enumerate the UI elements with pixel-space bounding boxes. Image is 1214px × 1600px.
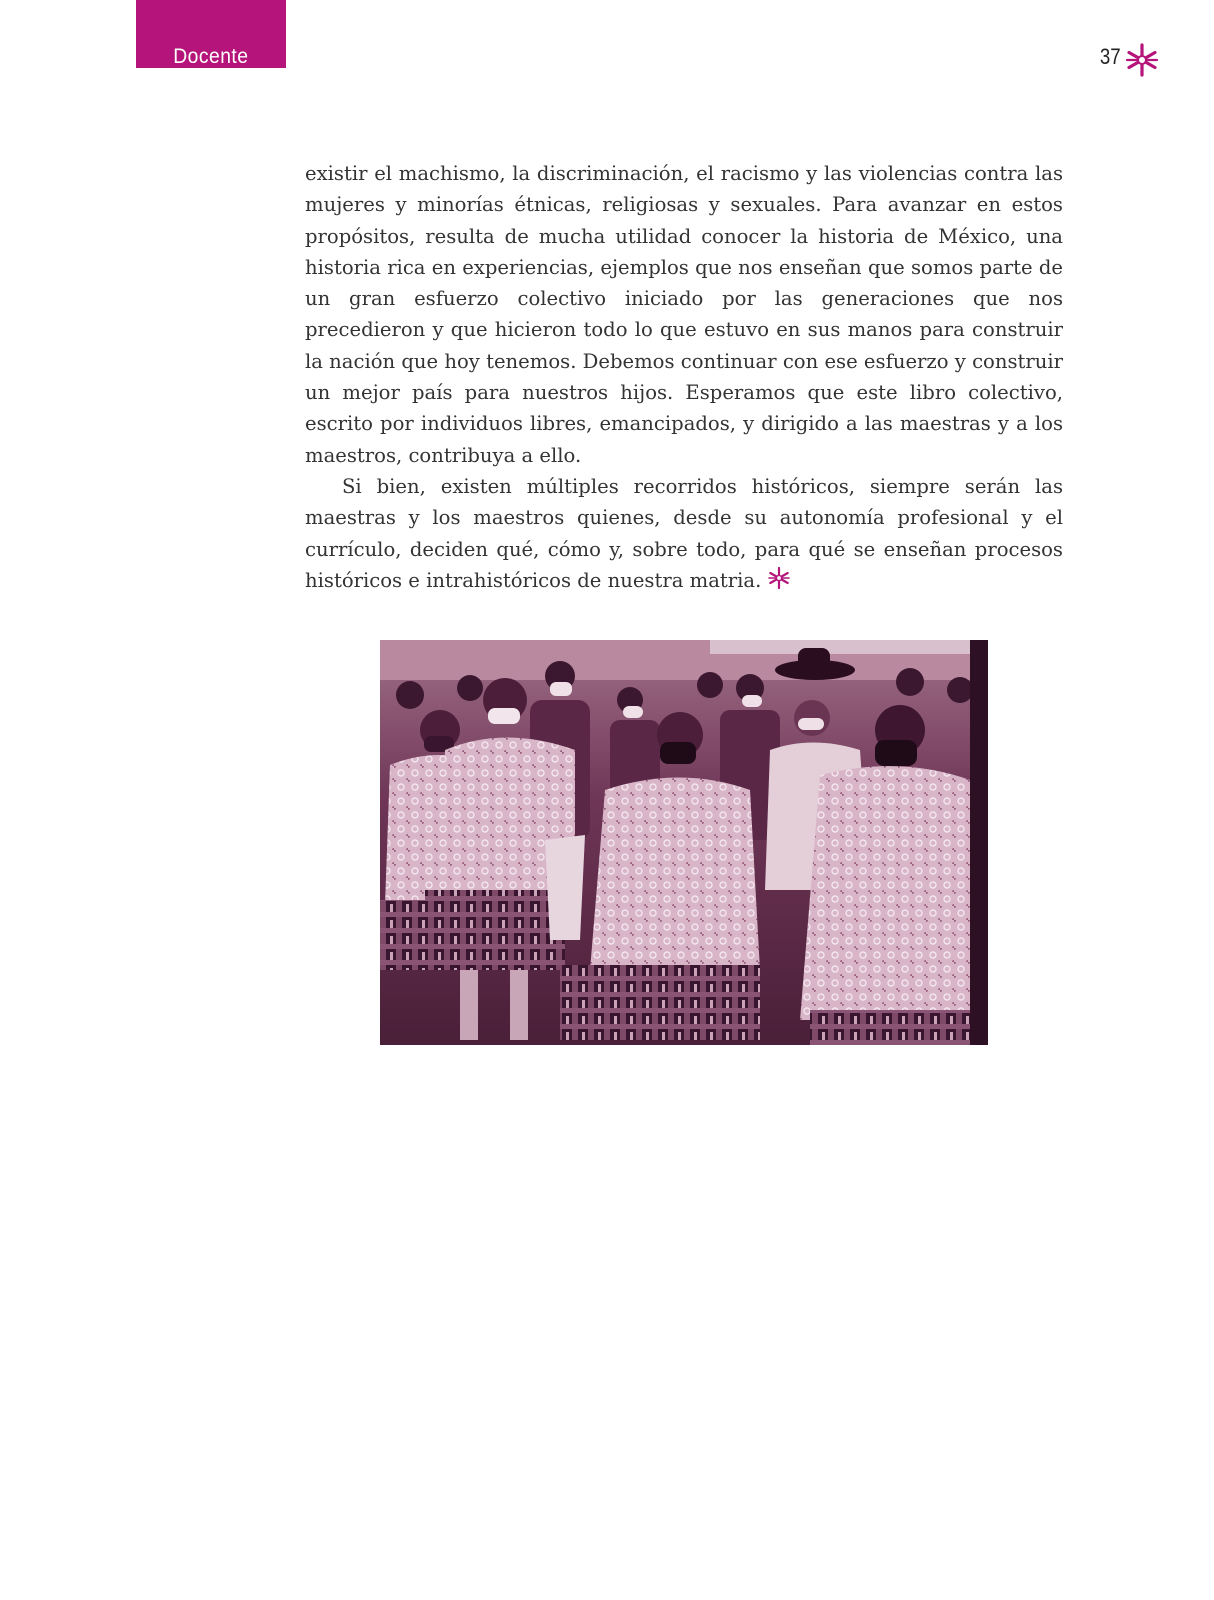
- body-text: [305, 158, 1063, 596]
- asterisk-flower-icon: [1124, 42, 1160, 78]
- asterisk-end-icon: [767, 566, 791, 590]
- section-label: Docente: [173, 45, 249, 68]
- paragraph-1: existir el machismo, la discriminación, el racismo y las violencias contra las mujeres y minorías étnicas, religiosas y sexuales. Para avanzar en estos propósitos, resulta de mucha utilidad conocer la historia de México, una historia rica en experiencias, ejemplos que nos enseñan que somos parte de un gran esfuerzo colectivo iniciado por las generaciones que nos precedieron y que hicieron todo lo que estuvo en sus manos para construir la nación que hoy tenemos. Debemos continuar con ese esfuerzo y construir un mejor país para nuestros hijos. Esperamos que este libro colectivo, escrito por individuos libres, emancipados, y dirigido a las maestras y a los maestros, contribuya a ello.: [305, 162, 1063, 467]
- section-tab: [136, 0, 286, 68]
- photo-women-traditional-dress: [380, 640, 988, 1045]
- page-number: 37: [1099, 44, 1121, 69]
- photo-illustration: [380, 640, 988, 1045]
- paragraph-2-text: Si bien, existen múltiples recorridos históricos, siempre serán las maestras y los maestros quienes, desde su autonomía profesional y el currículo, deciden qué, cómo y, sobre todo, para qué se enseñan procesos históricos e intrahistóricos de nuestra matria.: [305, 474, 1063, 592]
- paragraph-2: [305, 471, 1063, 596]
